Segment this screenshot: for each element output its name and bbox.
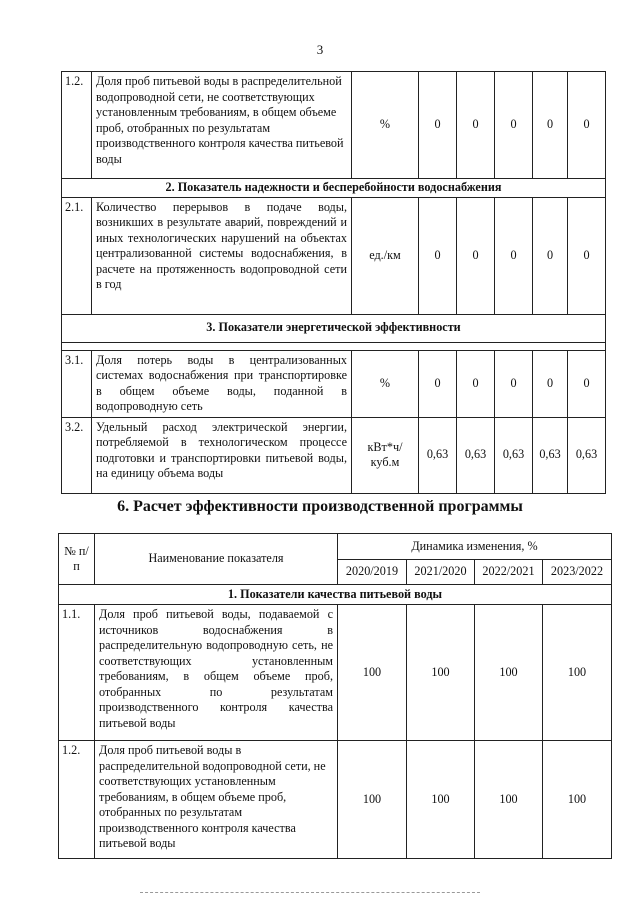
header-year: 2022/2021 — [475, 560, 543, 585]
table-row — [59, 741, 612, 859]
table-row — [59, 605, 612, 741]
value-cell: 100 — [475, 741, 543, 859]
value-cell: 100 — [407, 605, 475, 741]
section-title: 3. Показатели энергетической эффективности — [62, 314, 606, 342]
unit-cell: кВт*ч/ куб.м — [352, 417, 419, 493]
value-cell: 100 — [475, 605, 543, 741]
header-year: 2020/2019 — [338, 560, 407, 585]
section-header-row — [59, 585, 612, 605]
efficiency-table — [58, 533, 612, 859]
section-heading: 6. Расчет эффективности производственной программы — [117, 498, 523, 515]
section-header-row — [62, 314, 606, 342]
value-cell: 0 — [495, 72, 533, 179]
table-row — [62, 197, 606, 314]
header-year: 2023/2022 — [543, 560, 612, 585]
unit-cell: % — [352, 350, 419, 417]
value-cell: 0 — [568, 72, 606, 179]
section-header-row — [62, 179, 606, 198]
value-cell: 0 — [419, 197, 457, 314]
spacer-cell — [62, 342, 606, 350]
value-cell: 100 — [338, 741, 407, 859]
indicator-name: Количество перерывов в подаче воды, возникших в результате аварий, повреждений и иных технологических нарушений на объектах централизованной системы водоснабжения, в расчете на протяженность водопроводной сети в год — [92, 197, 352, 314]
value-cell: 0 — [457, 350, 495, 417]
indicator-name: Доля потерь воды в централизованных системах водоснабжения при транспортировке в общем объеме воды, поданной в водопроводную сеть — [92, 350, 352, 417]
row-number: 1.2. — [59, 741, 95, 859]
row-number: 1.1. — [59, 605, 95, 741]
header-dynamics: Динамика изменения, % — [338, 534, 612, 560]
header-name: Наименование показателя — [95, 534, 338, 585]
row-number: 3.2. — [62, 417, 92, 493]
value-cell: 0 — [533, 197, 568, 314]
value-cell: 100 — [338, 605, 407, 741]
value-cell: 0 — [533, 72, 568, 179]
value-cell: 0,63 — [568, 417, 606, 493]
unit-cell: ед./км — [352, 197, 419, 314]
header-year: 2021/2020 — [407, 560, 475, 585]
unit-cell: % — [352, 72, 419, 179]
footer-divider — [140, 892, 480, 893]
indicator-name: Доля проб питьевой воды, подаваемой с источников водоснабжения в распределительную водопроводную сеть, не соответствующих установленным требованиям, в общем объеме проб, отобранных по результатам производственного контроля качества питьевой воды — [95, 605, 338, 741]
value-cell: 0 — [457, 197, 495, 314]
page-number: 3 — [316, 42, 324, 57]
indicator-name: Удельный расход электрической энергии, потребляемой в технологическом процессе подготовки и транспортировки питьевой воды, на единицу объема воды — [92, 417, 352, 493]
value-cell: 0 — [495, 350, 533, 417]
value-cell: 100 — [543, 741, 612, 859]
table-row — [62, 350, 606, 417]
indicator-name: Доля проб питьевой воды в распределительной водопроводной сети, не соответствующих установленным требованиям, в общем объеме проб, отобранных по результатам производственного контроля качества питьевой воды — [95, 741, 338, 859]
row-number: 3.1. — [62, 350, 92, 417]
header-num: № п/п — [59, 534, 95, 585]
value-cell: 0 — [495, 197, 533, 314]
row-number: 2.1. — [62, 197, 92, 314]
value-cell: 0 — [419, 72, 457, 179]
indicators-table — [61, 71, 606, 494]
value-cell: 0 — [568, 350, 606, 417]
value-cell: 0 — [568, 197, 606, 314]
value-cell: 100 — [407, 741, 475, 859]
header-row — [59, 534, 612, 560]
indicator-name: Доля проб питьевой воды в распределительной водопроводной сети, не соответствующих установленным требованиям, в общем объеме проб, отобранных по результатам производственного контроля качества питьевой воды — [92, 72, 352, 179]
value-cell: 0,63 — [495, 417, 533, 493]
section-title: 1. Показатели качества питьевой воды — [59, 585, 612, 605]
value-cell: 100 — [543, 605, 612, 741]
row-number: 1.2. — [62, 72, 92, 179]
spacer-row — [62, 342, 606, 350]
table-row — [62, 417, 606, 493]
value-cell: 0,63 — [457, 417, 495, 493]
value-cell: 0,63 — [419, 417, 457, 493]
value-cell: 0,63 — [533, 417, 568, 493]
value-cell: 0 — [419, 350, 457, 417]
section-title: 2. Показатель надежности и бесперебойности водоснабжения — [62, 179, 606, 198]
value-cell: 0 — [533, 350, 568, 417]
value-cell: 0 — [457, 72, 495, 179]
table-row — [62, 72, 606, 179]
